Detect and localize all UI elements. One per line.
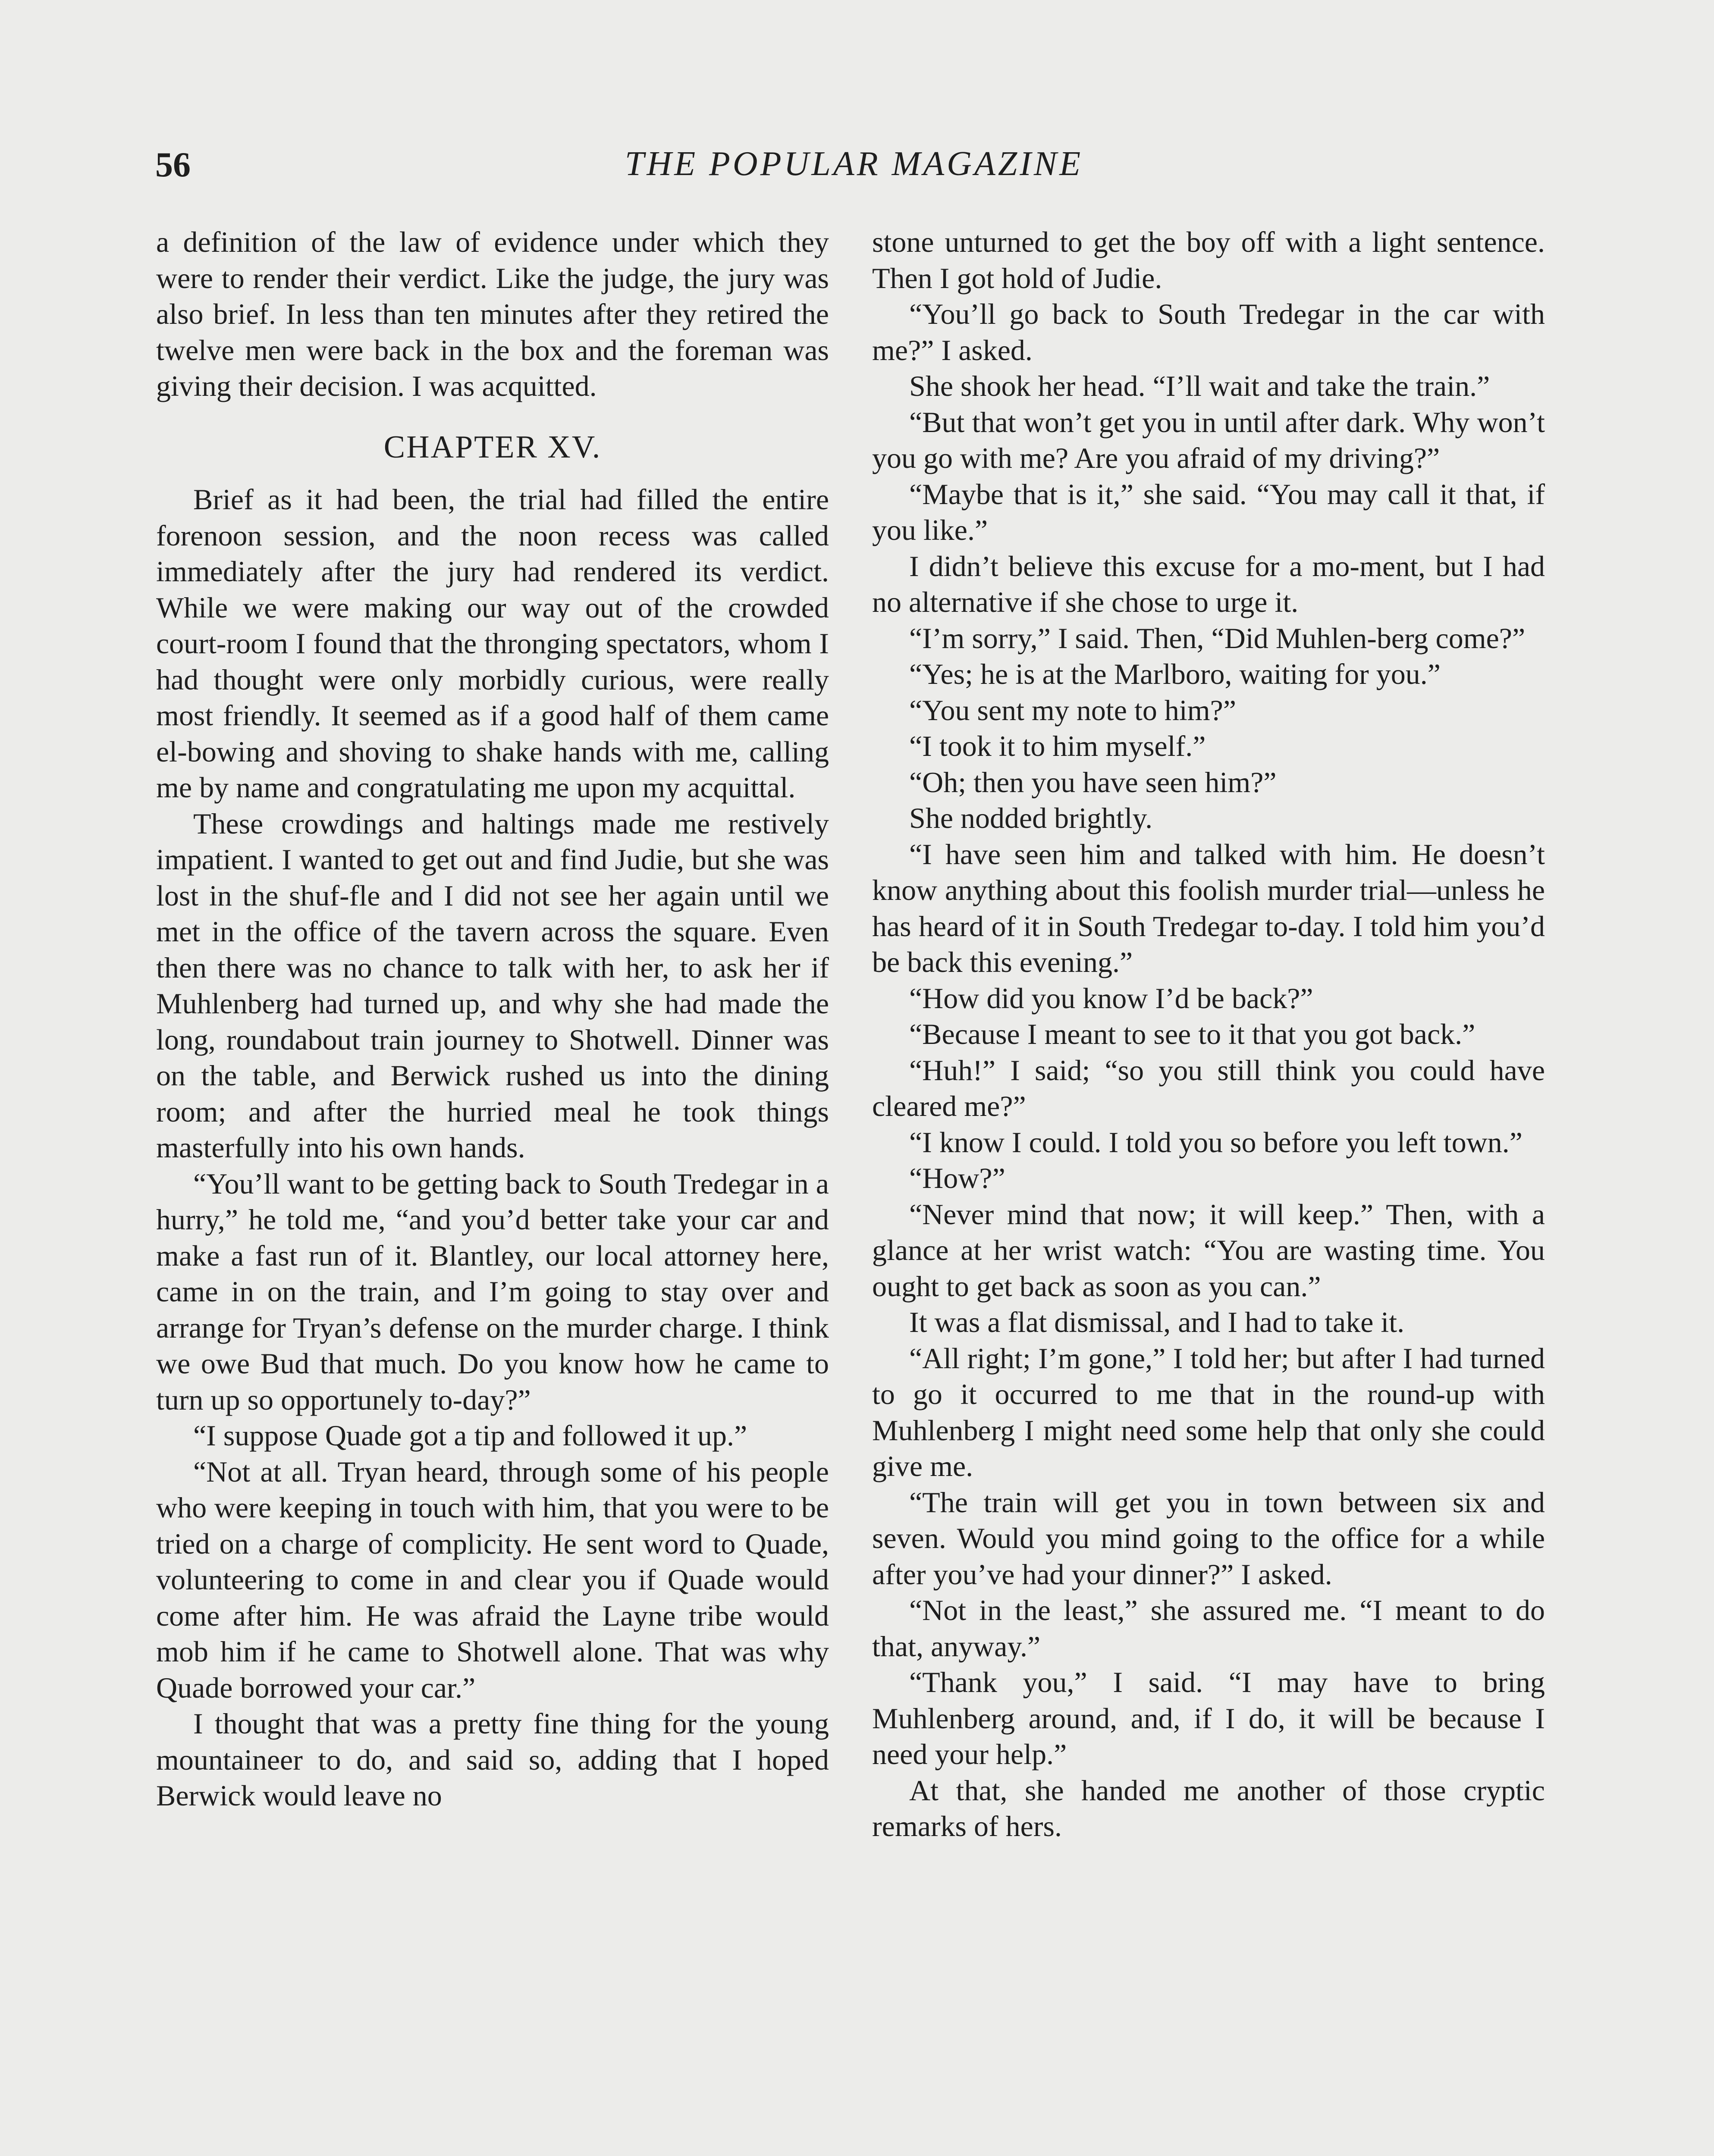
paragraph: “Not in the least,” she assured me. “I meant to do that, anyway.” (872, 1594, 1545, 1663)
paragraph: “I have seen him and talked with him. He doesn’t know anything about this foolish murder trial—unless he has heard of it in South Tredegar to-day. I told him you’d be back this evening.” (872, 837, 1545, 978)
paragraph: At that, she handed me another of those cryptic remarks of hers. (872, 1774, 1545, 1843)
chapter-heading: CHAPTER XV. (383, 429, 602, 465)
paragraph: “Never mind that now; it will keep.” Then, with a glance at her wrist watch: “You are wasting time. You ought to get back as soon as you can.” (872, 1197, 1545, 1303)
paragraph: She shook her head. “I’ll wait and take the train.” (909, 370, 1490, 402)
paragraph: Brief as it had been, the trial had filled the entire forenoon session, and the noon recess was called immediately after the jury had rendered its verdict. While we were making our way out of the crowded court-room I found that the thronging spectators, whom I had thought were only morbidly curious, were really most friendly. It seemed as if a good half of them came el-bowing and shoving to shake hands with me, calling me by name and congratulating me upon my acquittal. (156, 483, 829, 804)
paragraph: “But that won’t get you in until after dark. Why won’t you go with me? Are you afraid of my driving?” (872, 405, 1545, 474)
paragraph: “You sent my note to him?” (909, 693, 1237, 727)
paragraph: “You’ll want to be getting back to South Tredegar in a hurry,” he told me, “and you’d better take your car and make a fast run of it. Blantley, our local attorney here, came in on the train, and I’m going to stay over and arrange for Tryan’s defense on the murder charge. I think we owe Bud that much. Do you know how he came to turn up so opportunely to-day?” (156, 1167, 829, 1416)
paragraph: “All right; I’m gone,” I told her; but after I had turned to go it occurred to me that in the round-up with Muhlenberg I might need some help that only she could give me. (872, 1341, 1545, 1482)
paragraph: I didn’t believe this excuse for a mo-ment, but I had no alternative if she chose to urge it. (872, 549, 1545, 618)
paragraph: “Not at all. Tryan heard, through some of his people who were keeping in touch with him, that you were to be tried on a charge of complicity. He sent word to Quade, volunteering to come in and clear you if Quade would come after him. He was afraid the Layne tribe would mob him if he came to Shotwell alone. That was why Quade borrowed your car.” (156, 1455, 829, 1704)
paragraph: “I know I could. I told you so before you left town.” (909, 1125, 1523, 1159)
paragraph: These crowdings and haltings made me restively impatient. I wanted to get out and find Judie, but she was lost in the shuf-fle and I did not see her again until we met in the office of the tavern across the square. Even then there was no chance to talk with her, to ask her if Muhlenberg had turned up, and why she had made the long, roundabout train journey to Shotwell. Dinner was on the table, and Berwick rushed us into the dining room; and after the hurried meal he took things masterfully into his own hands. (156, 807, 829, 1164)
paragraph: a definition of the law of evidence under which they were to render their verdict. Like the judge, the jury was also brief. In less than ten minutes after they retired the twelve men were back in the box and the foreman was giving their decision. I was acquitted. (156, 226, 829, 402)
paragraph: “Oh; then you have seen him?” (909, 765, 1277, 799)
running-title: THE POPULAR MAGAZINE (625, 145, 1083, 183)
paragraph: It was a flat dismissal, and I had to take it. (909, 1306, 1405, 1338)
paragraph: “I’m sorry,” I said. Then, “Did Muhlen-berg come?” (909, 621, 1526, 655)
paragraph: “I suppose Quade got a tip and followed it up.” (193, 1419, 747, 1452)
paragraph: “You’ll go back to South Tredegar in the car with me?” I asked. (872, 298, 1545, 367)
paragraph: I thought that was a pretty fine thing for the young mountaineer to do, and said so, adding that I hoped Berwick would leave no (156, 1707, 829, 1812)
paragraph: “Thank you,” I said. “I may have to bring Muhlenberg around, and, if I do, it will be because I need your help.” (872, 1666, 1545, 1771)
paragraph: “Yes; he is at the Marlboro, waiting for you.” (909, 658, 1441, 690)
paragraph: “How?” (909, 1162, 1005, 1194)
paragraph: “Huh!” I said; “so you still think you could have cleared me?” (872, 1053, 1545, 1122)
right-column (872, 224, 1545, 1845)
paragraph: stone unturned to get the boy off with a light sentence. Then I got hold of Judie. (872, 226, 1545, 295)
page-header (155, 144, 1553, 192)
page-number: 56 (155, 145, 191, 184)
paragraph: She nodded brightly. (909, 802, 1153, 834)
paragraph: “I took it to him myself.” (909, 730, 1206, 762)
paragraph: “Maybe that is it,” she said. “You may call it that, if you like.” (872, 477, 1545, 546)
paragraph: “The train will get you in town between six and seven. Would you mind going to the office for a while after you’ve had your dinner?” I asked. (872, 1485, 1545, 1591)
left-column (156, 224, 829, 1814)
paragraph: “How did you know I’d be back?” (909, 981, 1313, 1015)
paragraph: “Because I meant to see to it that you got back.” (909, 1018, 1475, 1050)
